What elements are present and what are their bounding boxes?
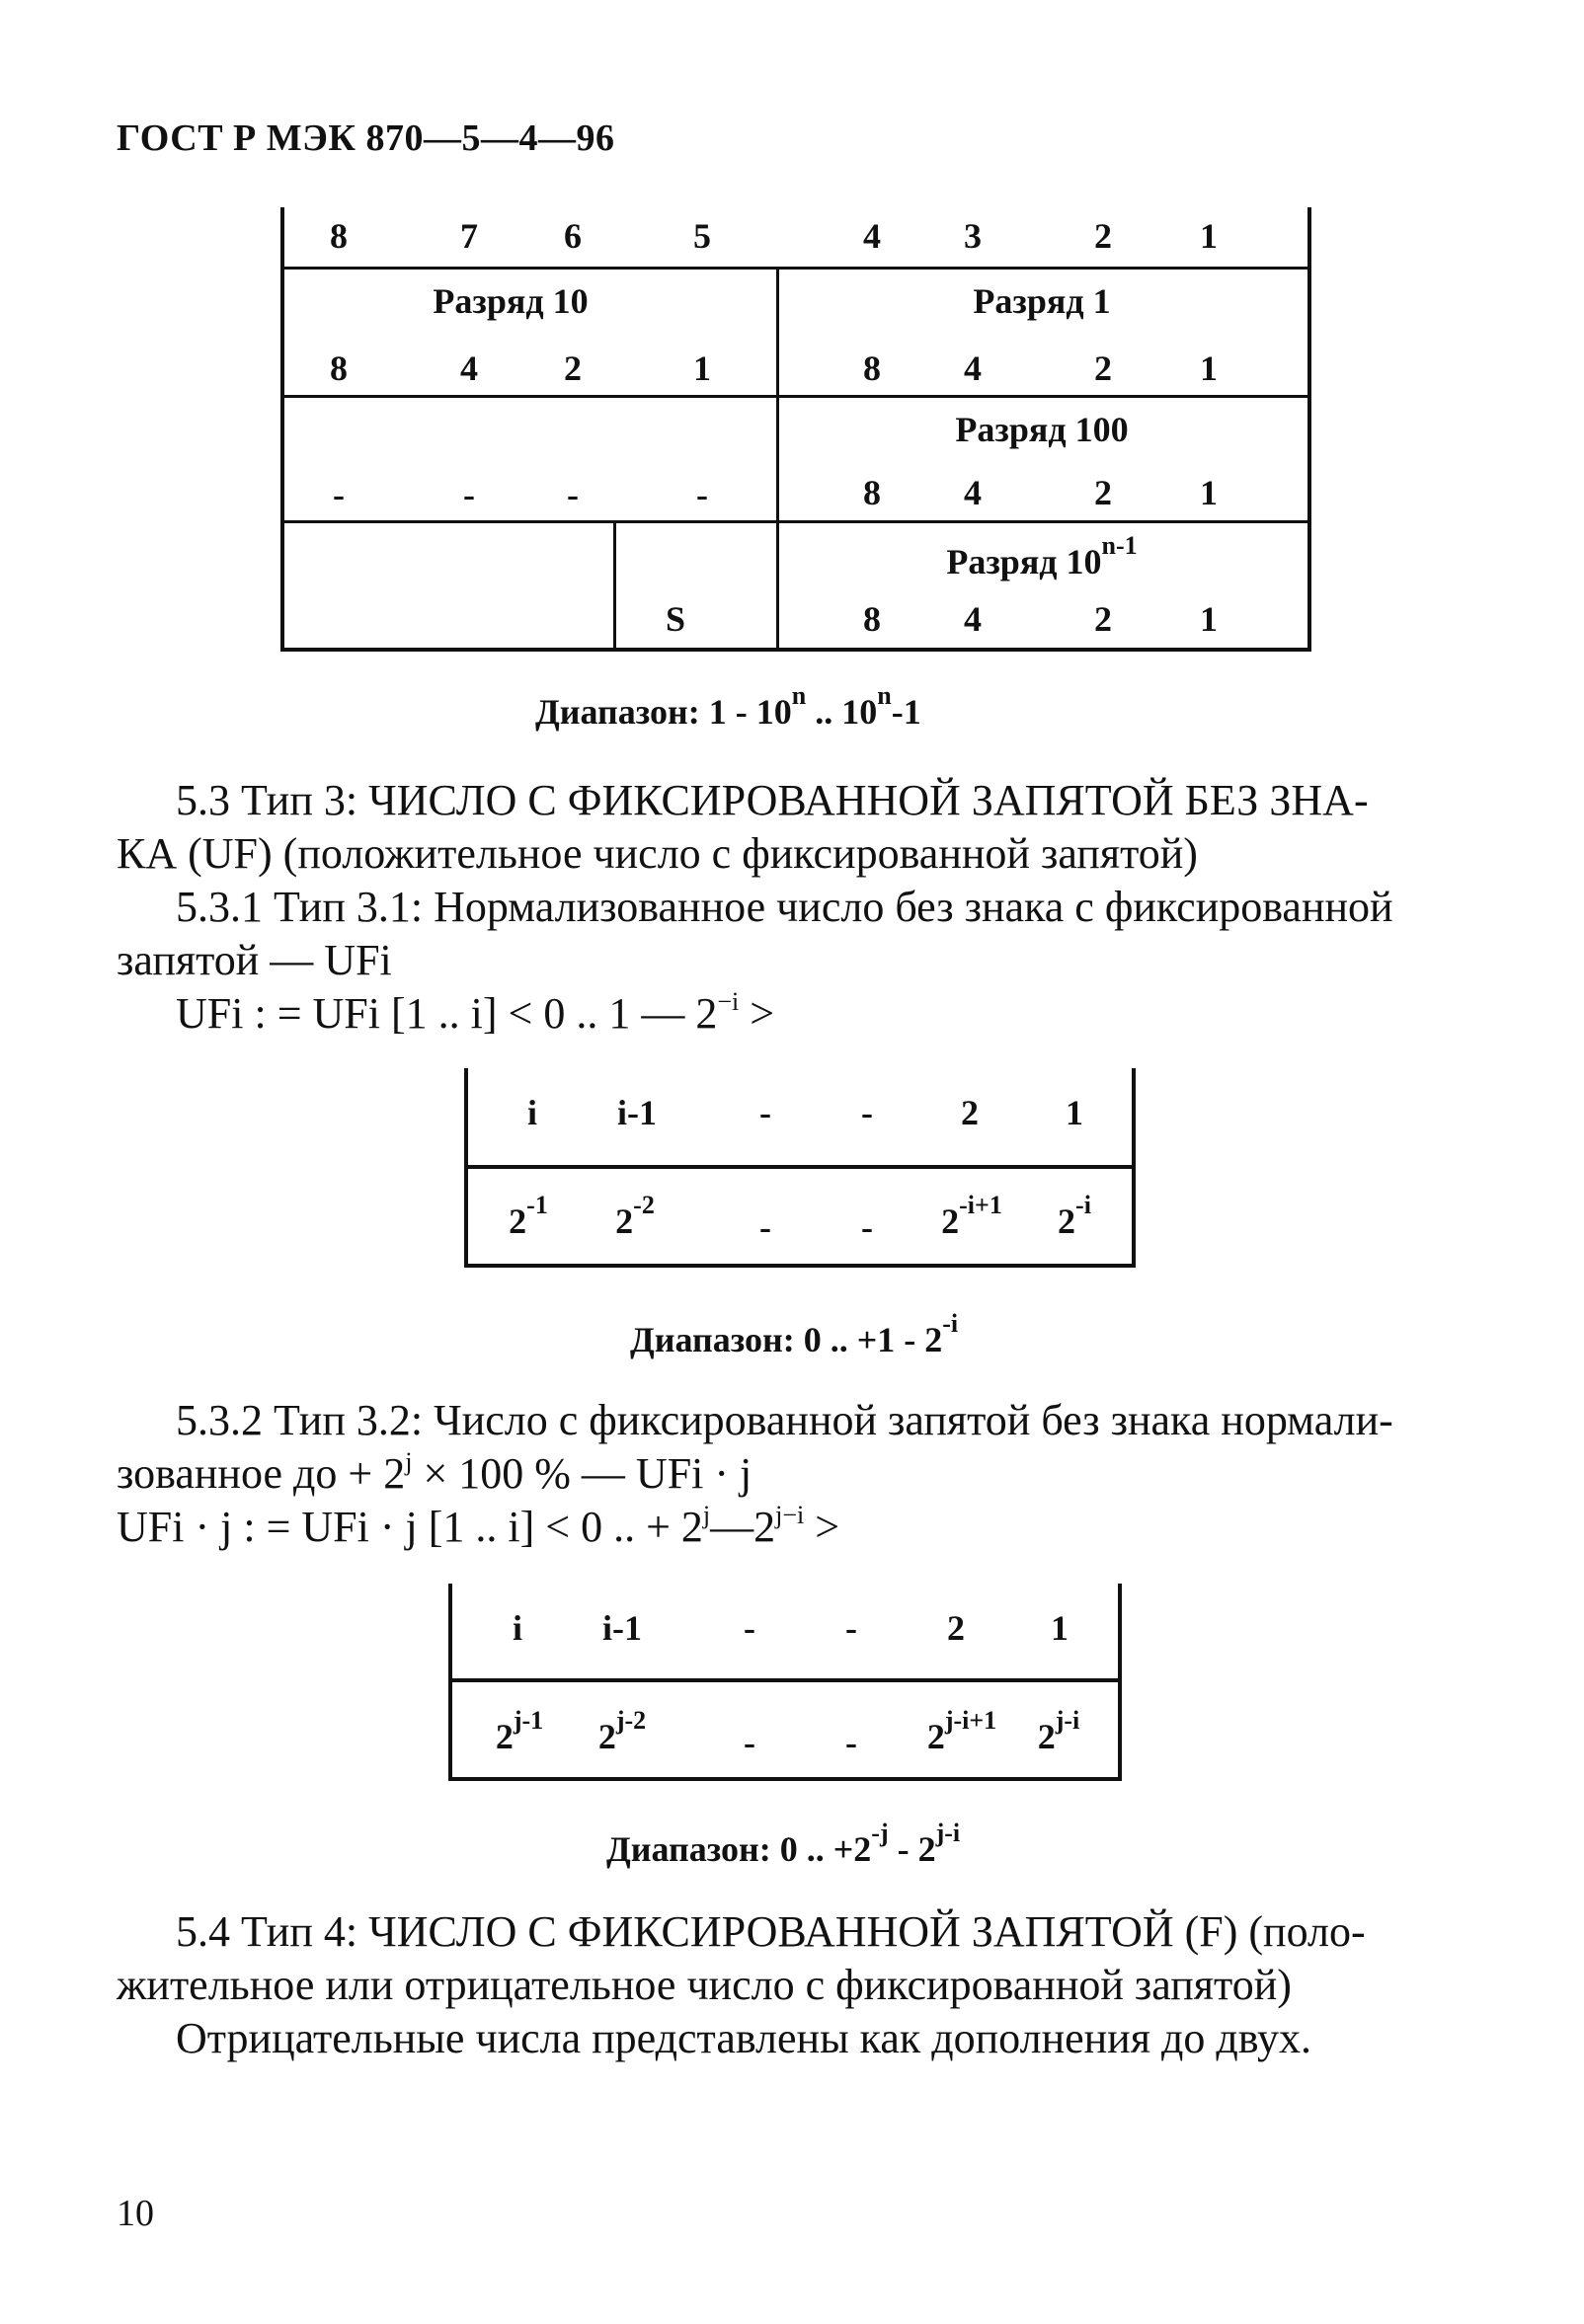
bit-number: 2 bbox=[1094, 216, 1112, 256]
range-exponent: j-i bbox=[935, 1819, 961, 1847]
section-5-4-line2: жительное или отрицательное число с фиксированной запятой) bbox=[117, 1961, 1292, 2009]
sign-bit: S bbox=[665, 599, 686, 639]
table-rule bbox=[280, 648, 1311, 652]
bit-index: 2 bbox=[947, 1608, 965, 1648]
table-rule bbox=[464, 1165, 1136, 1169]
table-border-right bbox=[1118, 1584, 1122, 1781]
range-exponent: -i bbox=[942, 1309, 959, 1338]
section-5-3-2-line1: 5.3.2 Тип 3.2: Число с фиксированной запятой без знака нормали- bbox=[176, 1396, 1393, 1444]
section-5-3-title-line2: КА (UF) (положительное число с фиксированной запятой) bbox=[117, 829, 1198, 878]
range-exponent: n bbox=[877, 681, 892, 710]
section-5-3-title-line1: 5.3 Тип 3: ЧИСЛО С ФИКСИРОВАННОЙ ЗАПЯТОЙ БЕЗ ЗНА- bbox=[176, 776, 1369, 824]
section-5-4-line1: 5.4 Тип 4: ЧИСЛО С ФИКСИРОВАННОЙ ЗАПЯТОЙ (F) (поло- bbox=[176, 1907, 1366, 1956]
bit-weight: 2 bbox=[564, 349, 582, 388]
range-text: Диапазон: 0 .. +2 bbox=[606, 1829, 872, 1869]
bit-weight: - bbox=[845, 1723, 857, 1762]
bit-index: - bbox=[744, 1608, 755, 1648]
formula-text: × 100 % — UFi · j bbox=[412, 1449, 752, 1498]
bit-index: 2 bbox=[961, 1093, 979, 1132]
formula-text: UFi : = UFi [1 .. i] < 0 .. 1 — 2 bbox=[176, 989, 718, 1038]
formula-exponent: j bbox=[702, 1501, 711, 1529]
bit-index: 1 bbox=[1051, 1608, 1069, 1648]
formula-text: —2 bbox=[710, 1503, 776, 1551]
bit-number: 7 bbox=[460, 216, 478, 256]
ufi-definition bbox=[176, 987, 774, 1046]
bit-weight: $2^{j-i+1}$ bbox=[926, 1706, 997, 1756]
bit-index: i bbox=[512, 1608, 523, 1648]
bit-weight: 8 bbox=[863, 349, 881, 388]
bit-weight: - bbox=[861, 1207, 873, 1247]
unused-bit-dash: - bbox=[463, 475, 475, 514]
bit-number: 3 bbox=[964, 216, 982, 256]
bit-index: - bbox=[759, 1093, 771, 1132]
bit-weight: 1 bbox=[1200, 473, 1218, 512]
bit-index: i-1 bbox=[617, 1093, 657, 1132]
bit-weight: $2^{-i+1}$ bbox=[941, 1191, 1002, 1241]
section-5-3-2-line2 bbox=[117, 1447, 752, 1507]
ufij-definition bbox=[117, 1501, 839, 1560]
table-divider bbox=[776, 267, 779, 652]
bit-weight: - bbox=[759, 1207, 771, 1247]
table-rule bbox=[448, 1777, 1122, 1781]
bit-weight: 1 bbox=[693, 349, 711, 388]
table-rule bbox=[448, 1678, 1122, 1682]
digit-n-label bbox=[946, 531, 1138, 582]
bit-index: - bbox=[845, 1608, 857, 1648]
digit-100-label: Разряд 100 bbox=[955, 410, 1129, 449]
digit-10-label: Разряд 10 bbox=[433, 281, 589, 321]
table-rule bbox=[464, 1264, 1136, 1268]
formula-exponent: j−i bbox=[775, 1501, 805, 1529]
section-5-3-1-line1: 5.3.1 Тип 3.1: Нормализованное число без знака с фиксированной bbox=[176, 883, 1393, 931]
table-border-left bbox=[280, 207, 284, 652]
bit-weight: 2$^{j-1}$ bbox=[495, 1706, 544, 1756]
digit-n-exponent: n-1 bbox=[1101, 531, 1138, 560]
bit-weight: 2$^{j-2}$ bbox=[597, 1706, 647, 1756]
section-5-3-1-line2: запятой — UFi bbox=[117, 936, 392, 984]
table-rule bbox=[280, 267, 1311, 270]
bit-number: 6 bbox=[564, 216, 582, 256]
bit-index: 1 bbox=[1066, 1093, 1083, 1132]
formula-text: зованное до + 2 bbox=[117, 1449, 406, 1498]
bit-weight: $2^{-i}$ bbox=[1058, 1191, 1091, 1241]
bit-weight: 4 bbox=[964, 349, 982, 388]
bit-weight: 1 bbox=[1200, 599, 1218, 639]
bit-weight: 2 bbox=[1094, 473, 1112, 512]
table-border-right bbox=[1307, 207, 1311, 652]
table-divider bbox=[613, 520, 616, 652]
bit-weight: 8 bbox=[863, 599, 881, 639]
range-text: Диапазон: 1 - 10 bbox=[535, 692, 792, 732]
bit-index: i bbox=[526, 1093, 538, 1132]
table-rule bbox=[280, 395, 1311, 398]
formula-exponent: −i bbox=[717, 987, 740, 1016]
range-caption-2 bbox=[630, 1309, 959, 1360]
range-text: Диапазон: 0 .. +1 - 2 bbox=[630, 1320, 943, 1359]
range-text: - 2 bbox=[888, 1829, 936, 1869]
formula-text: > bbox=[739, 989, 775, 1038]
bit-index: - bbox=[861, 1093, 873, 1132]
formula-text: > bbox=[804, 1503, 840, 1551]
digit-n-base: Разряд 10 bbox=[946, 542, 1102, 581]
bit-number: 5 bbox=[693, 216, 711, 256]
bit-weight: 8 bbox=[330, 349, 348, 388]
bit-weight: $2^{-2}$ bbox=[615, 1191, 655, 1241]
bit-number: 1 bbox=[1200, 216, 1218, 256]
page-number: 10 bbox=[117, 2193, 154, 2234]
unused-bit-dash: - bbox=[696, 475, 708, 514]
bit-weight: 1 bbox=[1200, 349, 1218, 388]
bit-weight: - bbox=[744, 1723, 755, 1762]
bit-weight: 2$^{j-i}$ bbox=[1037, 1706, 1080, 1756]
range-caption-3 bbox=[606, 1819, 961, 1870]
table-border-left bbox=[448, 1584, 452, 1781]
bit-weight: 4 bbox=[964, 599, 982, 639]
bit-weight: $2^{-1}$ bbox=[509, 1191, 548, 1241]
document-header: ГОСТ Р МЭК 870—5—4—96 bbox=[117, 117, 615, 159]
range-exponent: n bbox=[791, 681, 807, 710]
bit-weight: 4 bbox=[964, 473, 982, 512]
range-caption-1 bbox=[535, 681, 921, 733]
bit-number: 4 bbox=[863, 216, 881, 256]
unused-bit-dash: - bbox=[333, 475, 345, 514]
section-5-4-line3: Отрицательные числа представлены как дополнения до двух. bbox=[176, 2014, 1312, 2062]
bit-number: 8 bbox=[330, 216, 348, 256]
formula-text: UFi · j : = UFi · j [1 .. i] < 0 .. + 2 bbox=[117, 1503, 703, 1551]
table-rule bbox=[280, 520, 1311, 523]
bit-weight: 8 bbox=[863, 473, 881, 512]
formula-exponent: j bbox=[405, 1447, 413, 1476]
bit-weight: 4 bbox=[460, 349, 478, 388]
range-text: -1 bbox=[891, 692, 921, 732]
bit-weight: 2 bbox=[1094, 349, 1112, 388]
unused-bit-dash: - bbox=[567, 475, 579, 514]
digit-1-label: Разряд 1 bbox=[973, 281, 1111, 321]
bit-index: i-1 bbox=[602, 1608, 642, 1648]
range-text: .. 10 bbox=[806, 692, 878, 732]
range-exponent: -j bbox=[871, 1819, 889, 1847]
bit-weight: 2 bbox=[1094, 599, 1112, 639]
